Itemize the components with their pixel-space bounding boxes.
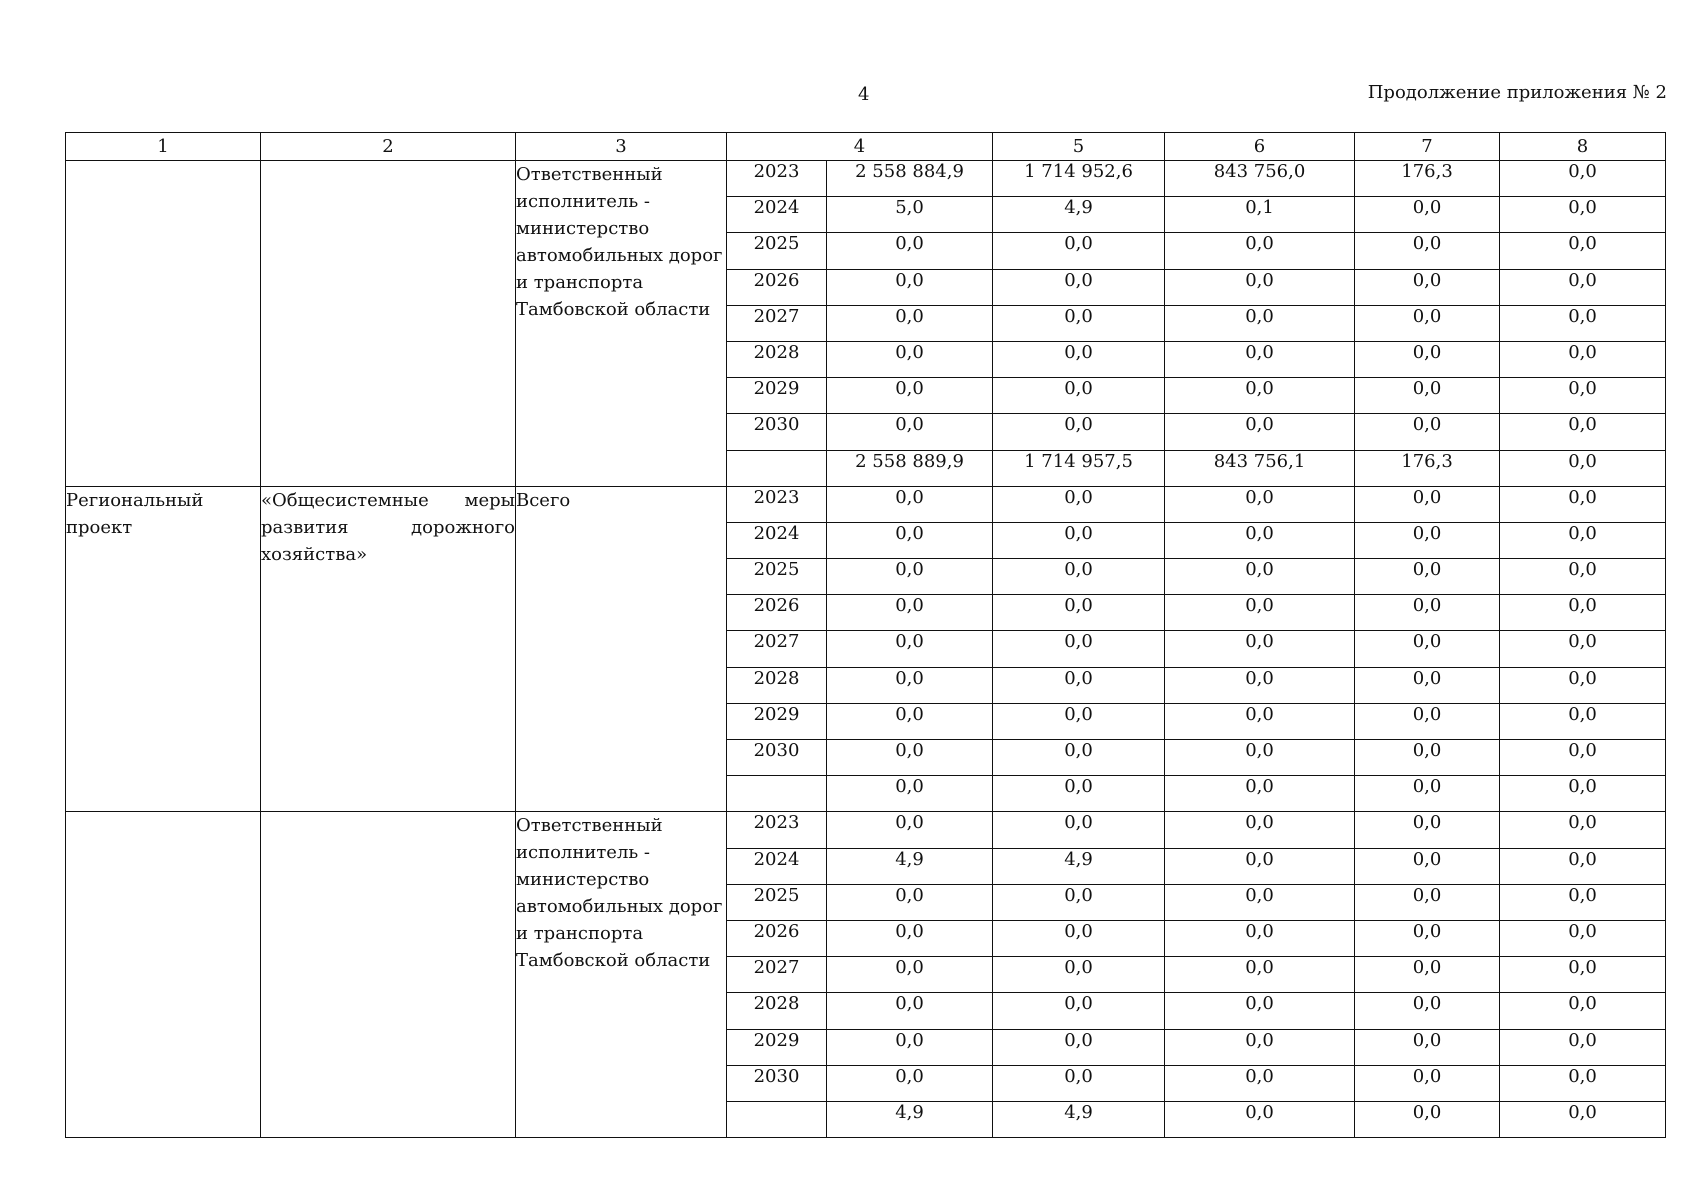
- value-cell-c5: 0,0: [993, 341, 1165, 377]
- project-name-line: хозяйства»: [261, 543, 368, 565]
- value-cell-c5: 0,0: [993, 269, 1165, 305]
- col-header-6: 6: [1165, 133, 1355, 161]
- value-cell-c4: 0,0: [827, 631, 993, 667]
- value-cell-c8: 0,0: [1500, 740, 1666, 776]
- year-cell: 2030: [727, 414, 827, 450]
- col-header-5: 5: [993, 133, 1165, 161]
- value-cell-c5: 0,0: [993, 812, 1165, 848]
- value-cell-c7: 0,0: [1355, 1029, 1500, 1065]
- year-cell: 2028: [727, 341, 827, 377]
- value-cell-c8: 0,0: [1500, 450, 1666, 486]
- value-cell-c4: 0,0: [827, 341, 993, 377]
- value-cell-c8: 0,0: [1500, 957, 1666, 993]
- value-cell-c6: 0,0: [1165, 957, 1355, 993]
- value-cell-c8: 0,0: [1500, 414, 1666, 450]
- value-cell-c6: 0,0: [1165, 559, 1355, 595]
- value-cell-c6: 0,0: [1165, 595, 1355, 631]
- value-cell-c5: 1 714 952,6: [993, 161, 1165, 197]
- value-cell-c6: 0,0: [1165, 920, 1355, 956]
- year-cell: 2029: [727, 703, 827, 739]
- value-cell-c8: 0,0: [1500, 559, 1666, 595]
- value-cell-c8: 0,0: [1500, 703, 1666, 739]
- year-cell: 2027: [727, 957, 827, 993]
- value-cell-c7: 0,0: [1355, 703, 1500, 739]
- value-cell-c5: 0,0: [993, 703, 1165, 739]
- value-cell-c6: 0,0: [1165, 341, 1355, 377]
- value-cell-c6: 0,0: [1165, 486, 1355, 522]
- executor-cell: Ответственный исполнитель - министерство автомобильных дорог и транспорта Тамбовской области: [516, 161, 727, 487]
- value-cell-c5: 0,0: [993, 305, 1165, 341]
- year-cell: 2029: [727, 1029, 827, 1065]
- value-cell-c4: 0,0: [827, 920, 993, 956]
- value-cell-c6: 0,0: [1165, 703, 1355, 739]
- page-number: 4: [858, 84, 870, 105]
- value-cell-c4: 0,0: [827, 269, 993, 305]
- value-cell-c6: 0,0: [1165, 378, 1355, 414]
- year-cell: 2028: [727, 667, 827, 703]
- value-cell-c8: 0,0: [1500, 884, 1666, 920]
- value-cell-c4: 0,0: [827, 378, 993, 414]
- value-cell-c8: 0,0: [1500, 848, 1666, 884]
- value-cell-c6: 843 756,0: [1165, 161, 1355, 197]
- value-cell-c7: 0,0: [1355, 414, 1500, 450]
- value-cell-c8: 0,0: [1500, 1065, 1666, 1101]
- value-cell-c7: 0,0: [1355, 522, 1500, 558]
- value-cell-c8: 0,0: [1500, 269, 1666, 305]
- value-cell-c7: 0,0: [1355, 812, 1500, 848]
- value-cell-c4: 0,0: [827, 776, 993, 812]
- value-cell-c4: 0,0: [827, 812, 993, 848]
- value-cell-c7: 0,0: [1355, 595, 1500, 631]
- value-cell-c5: 0,0: [993, 776, 1165, 812]
- value-cell-c6: 0,0: [1165, 631, 1355, 667]
- header-row: [66, 133, 1666, 161]
- value-cell-c8: 0,0: [1500, 1029, 1666, 1065]
- value-cell-c6: 0,1: [1165, 197, 1355, 233]
- value-cell-c4: 0,0: [827, 1065, 993, 1101]
- value-cell-c5: 0,0: [993, 414, 1165, 450]
- project-name-cell: [261, 486, 516, 812]
- value-cell-c5: 0,0: [993, 993, 1165, 1029]
- value-cell-c6: 0,0: [1165, 1065, 1355, 1101]
- value-cell-c6: 0,0: [1165, 414, 1355, 450]
- value-cell-c7: 176,3: [1355, 161, 1500, 197]
- value-cell-c6: 0,0: [1165, 233, 1355, 269]
- value-cell-c4: 2 558 889,9: [827, 450, 993, 486]
- value-cell-c7: 0,0: [1355, 776, 1500, 812]
- value-cell-c8: 0,0: [1500, 161, 1666, 197]
- year-cell: 2026: [727, 595, 827, 631]
- value-cell-c5: 1 714 957,5: [993, 450, 1165, 486]
- value-cell-c4: 0,0: [827, 740, 993, 776]
- value-cell-c6: 0,0: [1165, 305, 1355, 341]
- row-type-cell: [66, 161, 261, 487]
- value-cell-c6: 0,0: [1165, 993, 1355, 1029]
- year-cell: [727, 1101, 827, 1137]
- value-cell-c8: 0,0: [1500, 378, 1666, 414]
- col-header-1: 1: [66, 133, 261, 161]
- year-cell: 2024: [727, 848, 827, 884]
- year-cell: 2023: [727, 486, 827, 522]
- value-cell-c5: 0,0: [993, 1029, 1165, 1065]
- value-cell-c7: 0,0: [1355, 1065, 1500, 1101]
- year-cell: 2030: [727, 1065, 827, 1101]
- year-cell: 2030: [727, 740, 827, 776]
- value-cell-c4: 0,0: [827, 993, 993, 1029]
- value-cell-c8: 0,0: [1500, 776, 1666, 812]
- year-cell: 2025: [727, 233, 827, 269]
- value-cell-c5: 0,0: [993, 522, 1165, 558]
- col-header-4: 4: [727, 133, 993, 161]
- value-cell-c5: 4,9: [993, 1101, 1165, 1137]
- project-name-line: развития дорожного: [261, 516, 515, 538]
- year-cell: [727, 450, 827, 486]
- value-cell-c6: 843 756,1: [1165, 450, 1355, 486]
- value-cell-c7: 0,0: [1355, 269, 1500, 305]
- year-cell: 2026: [727, 269, 827, 305]
- col-header-8: 8: [1500, 133, 1666, 161]
- value-cell-c5: 4,9: [993, 848, 1165, 884]
- value-cell-c7: 0,0: [1355, 233, 1500, 269]
- value-cell-c5: 0,0: [993, 595, 1165, 631]
- value-cell-c6: 0,0: [1165, 812, 1355, 848]
- value-cell-c5: 4,9: [993, 197, 1165, 233]
- project-name-cell: [261, 161, 516, 487]
- value-cell-c8: 0,0: [1500, 305, 1666, 341]
- value-cell-c5: 0,0: [993, 1065, 1165, 1101]
- value-cell-c8: 0,0: [1500, 595, 1666, 631]
- row-type-cell: Региональный проект: [66, 486, 261, 812]
- executor-cell: Всего: [516, 486, 727, 812]
- value-cell-c6: 0,0: [1165, 884, 1355, 920]
- value-cell-c7: 0,0: [1355, 305, 1500, 341]
- year-cell: 2026: [727, 920, 827, 956]
- year-cell: 2023: [727, 161, 827, 197]
- project-name-cell: [261, 812, 516, 1138]
- value-cell-c5: 0,0: [993, 667, 1165, 703]
- year-cell: 2023: [727, 812, 827, 848]
- value-cell-c5: 0,0: [993, 378, 1165, 414]
- value-cell-c6: 0,0: [1165, 740, 1355, 776]
- value-cell-c4: 5,0: [827, 197, 993, 233]
- value-cell-c4: 0,0: [827, 884, 993, 920]
- value-cell-c8: 0,0: [1500, 920, 1666, 956]
- value-cell-c7: 0,0: [1355, 957, 1500, 993]
- value-cell-c4: 0,0: [827, 957, 993, 993]
- value-cell-c7: 0,0: [1355, 378, 1500, 414]
- value-cell-c8: 0,0: [1500, 341, 1666, 377]
- value-cell-c7: 0,0: [1355, 559, 1500, 595]
- value-cell-c4: 0,0: [827, 486, 993, 522]
- value-cell-c8: 0,0: [1500, 1101, 1666, 1137]
- value-cell-c6: 0,0: [1165, 1101, 1355, 1137]
- year-cell: [727, 776, 827, 812]
- year-cell: 2027: [727, 305, 827, 341]
- value-cell-c8: 0,0: [1500, 993, 1666, 1029]
- year-cell: 2025: [727, 884, 827, 920]
- value-cell-c5: 0,0: [993, 233, 1165, 269]
- value-cell-c4: 0,0: [827, 667, 993, 703]
- year-cell: 2025: [727, 559, 827, 595]
- value-cell-c4: 0,0: [827, 559, 993, 595]
- value-cell-c7: 0,0: [1355, 667, 1500, 703]
- value-cell-c4: 4,9: [827, 848, 993, 884]
- year-cell: 2028: [727, 993, 827, 1029]
- value-cell-c6: 0,0: [1165, 848, 1355, 884]
- value-cell-c8: 0,0: [1500, 233, 1666, 269]
- col-header-2: 2: [261, 133, 516, 161]
- value-cell-c4: 0,0: [827, 414, 993, 450]
- value-cell-c6: 0,0: [1165, 776, 1355, 812]
- value-cell-c4: 0,0: [827, 305, 993, 341]
- value-cell-c7: 0,0: [1355, 884, 1500, 920]
- executor-cell: Ответственный исполнитель - министерство автомобильных дорог и транспорта Тамбовской области: [516, 812, 727, 1138]
- value-cell-c4: 2 558 884,9: [827, 161, 993, 197]
- value-cell-c6: 0,0: [1165, 1029, 1355, 1065]
- value-cell-c8: 0,0: [1500, 812, 1666, 848]
- value-cell-c6: 0,0: [1165, 522, 1355, 558]
- value-cell-c8: 0,0: [1500, 522, 1666, 558]
- budget-table: [65, 132, 1666, 1138]
- value-cell-c4: 0,0: [827, 1029, 993, 1065]
- value-cell-c7: 0,0: [1355, 486, 1500, 522]
- row-type-cell: [66, 812, 261, 1138]
- value-cell-c8: 0,0: [1500, 667, 1666, 703]
- value-cell-c5: 0,0: [993, 559, 1165, 595]
- project-name-line: «Общесистемные меры: [261, 489, 515, 511]
- value-cell-c4: 0,0: [827, 233, 993, 269]
- value-cell-c7: 0,0: [1355, 993, 1500, 1029]
- appendix-note: Продолжение приложения № 2: [1367, 82, 1667, 103]
- value-cell-c4: 4,9: [827, 1101, 993, 1137]
- value-cell-c8: 0,0: [1500, 486, 1666, 522]
- year-cell: 2029: [727, 378, 827, 414]
- value-cell-c8: 0,0: [1500, 631, 1666, 667]
- value-cell-c7: 0,0: [1355, 848, 1500, 884]
- value-cell-c7: 0,0: [1355, 1101, 1500, 1137]
- value-cell-c4: 0,0: [827, 595, 993, 631]
- value-cell-c6: 0,0: [1165, 269, 1355, 305]
- value-cell-c7: 0,0: [1355, 341, 1500, 377]
- value-cell-c5: 0,0: [993, 920, 1165, 956]
- value-cell-c7: 0,0: [1355, 920, 1500, 956]
- value-cell-c4: 0,0: [827, 703, 993, 739]
- value-cell-c5: 0,0: [993, 486, 1165, 522]
- value-cell-c8: 0,0: [1500, 197, 1666, 233]
- value-cell-c5: 0,0: [993, 884, 1165, 920]
- col-header-3: 3: [516, 133, 727, 161]
- value-cell-c7: 0,0: [1355, 740, 1500, 776]
- value-cell-c4: 0,0: [827, 522, 993, 558]
- table-row: [66, 486, 1666, 522]
- year-cell: 2027: [727, 631, 827, 667]
- value-cell-c5: 0,0: [993, 740, 1165, 776]
- value-cell-c7: 176,3: [1355, 450, 1500, 486]
- value-cell-c5: 0,0: [993, 631, 1165, 667]
- table-row: [66, 812, 1666, 848]
- value-cell-c7: 0,0: [1355, 631, 1500, 667]
- value-cell-c5: 0,0: [993, 957, 1165, 993]
- col-header-7: 7: [1355, 133, 1500, 161]
- table-row: [66, 161, 1666, 197]
- year-cell: 2024: [727, 197, 827, 233]
- value-cell-c6: 0,0: [1165, 667, 1355, 703]
- value-cell-c7: 0,0: [1355, 197, 1500, 233]
- year-cell: 2024: [727, 522, 827, 558]
